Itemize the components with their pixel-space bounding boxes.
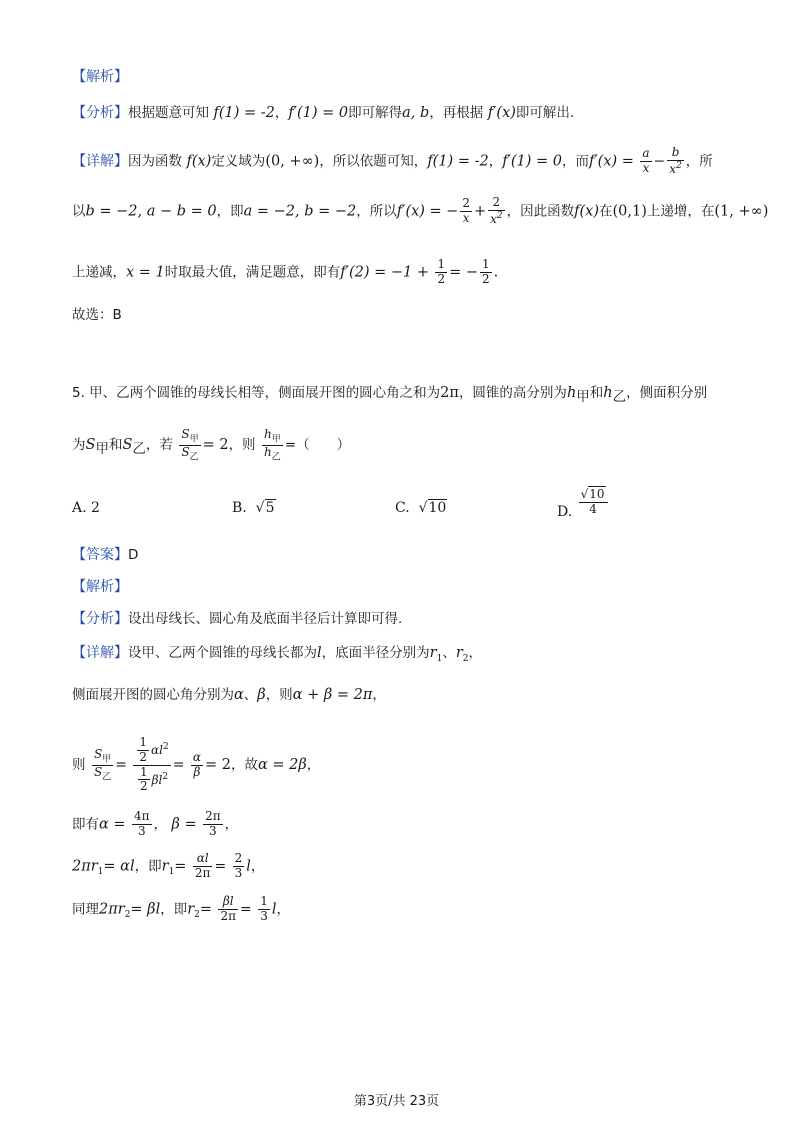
math: f(x) — [574, 203, 599, 220]
text: 和 — [108, 437, 123, 454]
solution-line-4 — [72, 810, 238, 839]
math: x = 1 — [126, 264, 165, 281]
math: (0,1) — [612, 203, 647, 220]
page-footer: 第3页/共 23页 — [353, 1094, 440, 1109]
subscript: 乙 — [132, 441, 146, 458]
text: ，所 — [685, 153, 713, 170]
subscript: 甲 — [95, 441, 109, 458]
text: ， — [274, 105, 289, 121]
detail-line-1: 【详解】因为函数 f(x)定义域为(0, +∞)，所以依题可知，f(1) = -2，f′(1) = 0，而f′(x) = $\frac{a}{x}$ − $\frac{b}{x^2}$ ，所 — [72, 145, 713, 176]
text: 设甲、乙两个圆锥的母线长都为 — [128, 645, 317, 661]
solution-line-2 — [72, 688, 386, 703]
option-b: B. √5 — [232, 500, 275, 516]
fraction: $\frac{√10}{4}$ — [579, 488, 608, 517]
text: 即可解得 — [348, 105, 403, 121]
text: 和 — [589, 385, 604, 401]
math: 2π — [440, 385, 459, 401]
math: f′(x) = — [589, 153, 634, 170]
q5-stem-line-2 — [72, 428, 350, 462]
text: ，所以 — [356, 203, 397, 220]
math: S — [122, 437, 133, 454]
text: 即有 — [72, 816, 99, 833]
text: 定义域为 — [211, 153, 266, 170]
fraction: $\frac{\alpha}{\beta}$ — [192, 749, 202, 779]
option-a: A. 2 — [72, 500, 100, 516]
text: ， — [276, 901, 290, 918]
math: = αl — [103, 858, 135, 875]
math: f′(2) = −1 + — [340, 264, 429, 281]
answer-value: D — [128, 547, 139, 563]
solution-line-5: $2\pi r_1= \alpha l$，即$r_1=$ $\frac{\alpha l}{2\pi}$ = $\frac{2}{3}$ l， — [72, 851, 265, 880]
math: a = −2, b = −2 — [243, 203, 357, 220]
math: α + β = 2π — [292, 687, 373, 703]
math: = — [174, 858, 187, 875]
text: 则 — [72, 757, 86, 774]
math: r — [455, 645, 463, 661]
text: ，则 — [228, 437, 256, 454]
math: 2πr — [99, 901, 125, 918]
text: 、 — [442, 645, 456, 661]
fraction: $\frac{2\pi}{3}$ — [205, 809, 221, 838]
option-c: C. √10 — [395, 500, 447, 516]
math: f′(x) = — [396, 203, 442, 220]
math: l — [317, 645, 322, 661]
text: ，即 — [134, 858, 162, 875]
text: 侧面展开图的圆心角分别为 — [72, 687, 234, 703]
text: ，侧面积分别 — [626, 385, 708, 401]
text: ，则 — [265, 687, 293, 703]
fraction: $\frac{S_甲}{S_乙}$ — [93, 746, 112, 782]
daan-tag: 【答案】 — [72, 547, 128, 563]
fraction: $\frac{a}{x}$ — [642, 146, 650, 175]
math: l — [246, 858, 251, 875]
text: 以 — [72, 203, 86, 220]
fraction: $\frac{1}{3}$ — [260, 894, 268, 923]
math: h — [566, 385, 577, 401]
text: ，而 — [562, 153, 590, 170]
q5-stem-line-1 — [72, 386, 707, 404]
text: 设出母线长、圆心角及底面半径后计算即可得. — [128, 611, 403, 627]
math: f(1) = -2 — [213, 105, 275, 121]
jiexi-heading: 【解析】 — [72, 69, 128, 85]
math: = βl — [130, 901, 161, 918]
fraction: $\frac{1}{2}$ — [437, 257, 446, 286]
fraction: $\frac{2}{x}$ — [462, 196, 470, 225]
solution-line-6: 同理$2\pi r_2= \beta l$，即$r_2=$ $\frac{\beta l}{2\pi}$ = $\frac{1}{3}$ l， — [72, 894, 290, 923]
fraction: $\frac{2}{3}$ — [234, 851, 243, 880]
option-d: D. $\frac{√10}{4}$ — [557, 488, 610, 517]
math: b = −2, a − b = 0 — [85, 203, 217, 220]
math: r — [161, 858, 169, 875]
xiangjie-tag: 【详解】 — [72, 153, 128, 170]
solution-line-1: 【详解】设甲、乙两个圆锥的母线长都为l，底面半径分别为$r_1$、$r_2$， — [72, 645, 482, 664]
fenxi-tag: 【分析】 — [72, 105, 128, 121]
detail-line-2 — [72, 196, 768, 227]
fraction: $\frac{4\pi}{3}$ — [134, 809, 150, 838]
text: 上递增，在 — [646, 203, 715, 220]
fenxi-tag: 【分析】 — [72, 611, 128, 627]
math: α = — [99, 816, 126, 833]
solution-line-3: 则 $\frac{S_甲}{S_乙}$ = $\frac{1}{2}$ $\alpha l^2$ $\frac{1}{2}$ $\beta l^2$ = $\frac{\alpha}{\beta}$ = 2，故α = 2β， — [72, 735, 321, 794]
math: l — [271, 901, 277, 918]
fraction: $\frac{\beta l}{2\pi}$ — [220, 894, 237, 923]
text: ， — [488, 153, 503, 170]
math: β = — [171, 816, 197, 833]
math: f(x) — [186, 153, 212, 170]
analysis-line-2 — [72, 612, 402, 627]
text: ，因此函数 — [506, 203, 575, 220]
math: = — [199, 901, 213, 918]
math: . — [493, 264, 499, 281]
math: 2πr — [72, 858, 98, 875]
text: 根据题意可知 — [128, 105, 209, 121]
subscript: 甲 — [576, 388, 590, 405]
text: 在 — [598, 203, 613, 220]
fraction: $\frac{1}{2}$ — [482, 257, 490, 286]
text: 同理 — [72, 901, 99, 918]
fraction: $\frac{\alpha l}{2\pi}$ — [194, 851, 211, 880]
math: f(1) = -2 — [427, 153, 489, 170]
text: =（ ） — [284, 437, 351, 454]
text: ， — [306, 757, 321, 774]
text: ，所以依题可知， — [319, 153, 428, 170]
math: = 2 — [205, 757, 231, 774]
text: ，若 — [145, 437, 173, 454]
text: ，底面半径分别为 — [321, 645, 430, 661]
fraction: $\frac{1}{2}$ $\alpha l^2$ $\frac{1}{2}$ $\beta l^2$ — [133, 736, 170, 794]
detail-line-3 — [72, 258, 498, 287]
text: ，圆锥的高分别为 — [458, 385, 567, 401]
text: 因为函数 — [128, 153, 182, 170]
math: h — [603, 385, 613, 401]
text: ， — [468, 645, 482, 661]
jiexi-heading-2: 【解析】 — [72, 579, 128, 595]
text: ， — [250, 858, 265, 875]
math: f′(1) = 0 — [288, 105, 349, 121]
math: (0, +∞) — [265, 153, 320, 170]
text: 为 — [72, 437, 86, 454]
math: f′(1) = 0 — [502, 153, 563, 170]
math: = 2 — [202, 437, 229, 454]
math: = − — [449, 264, 478, 281]
subscript: 乙 — [612, 388, 627, 405]
math: f′(x) — [487, 105, 516, 121]
text: ， — [224, 816, 239, 833]
text: ， — [153, 816, 168, 833]
text: 、 — [243, 687, 258, 703]
text: ，再根据 — [429, 105, 484, 121]
math: (1, +∞) — [714, 203, 769, 220]
text: ， — [372, 687, 386, 703]
xiangjie-tag: 【详解】 — [72, 645, 128, 661]
answer-choice-line: 故选：B — [72, 307, 122, 323]
text: 即可解出. — [515, 105, 575, 121]
text: 上递减， — [72, 264, 126, 281]
fraction: $\frac{S_甲}{S_乙}$ — [181, 427, 199, 463]
math: r — [429, 645, 437, 661]
math: a, b — [402, 105, 430, 121]
fraction: $\frac{h_甲}{h_乙}$ — [264, 427, 281, 463]
fraction: $\frac{2}{x^2}$ — [490, 195, 503, 226]
text: 5. 甲、乙两个圆锥的母线长相等，侧面展开图的圆心角之和为 — [72, 385, 441, 401]
answer-line — [72, 548, 138, 563]
text: ，即 — [160, 901, 188, 918]
math: α — [234, 687, 244, 703]
math: β — [257, 687, 266, 703]
text: ，故 — [231, 757, 258, 774]
math: r — [187, 901, 195, 918]
math: α = 2β — [258, 757, 307, 774]
fraction: $\frac{b}{x^2}$ — [669, 145, 682, 176]
text: ，即 — [216, 203, 244, 220]
text: 时取最大值，满足题意，即有 — [164, 264, 341, 281]
analysis-line — [72, 106, 574, 121]
math: − — [446, 203, 459, 220]
math: S — [85, 437, 96, 454]
math: + — [473, 203, 487, 220]
